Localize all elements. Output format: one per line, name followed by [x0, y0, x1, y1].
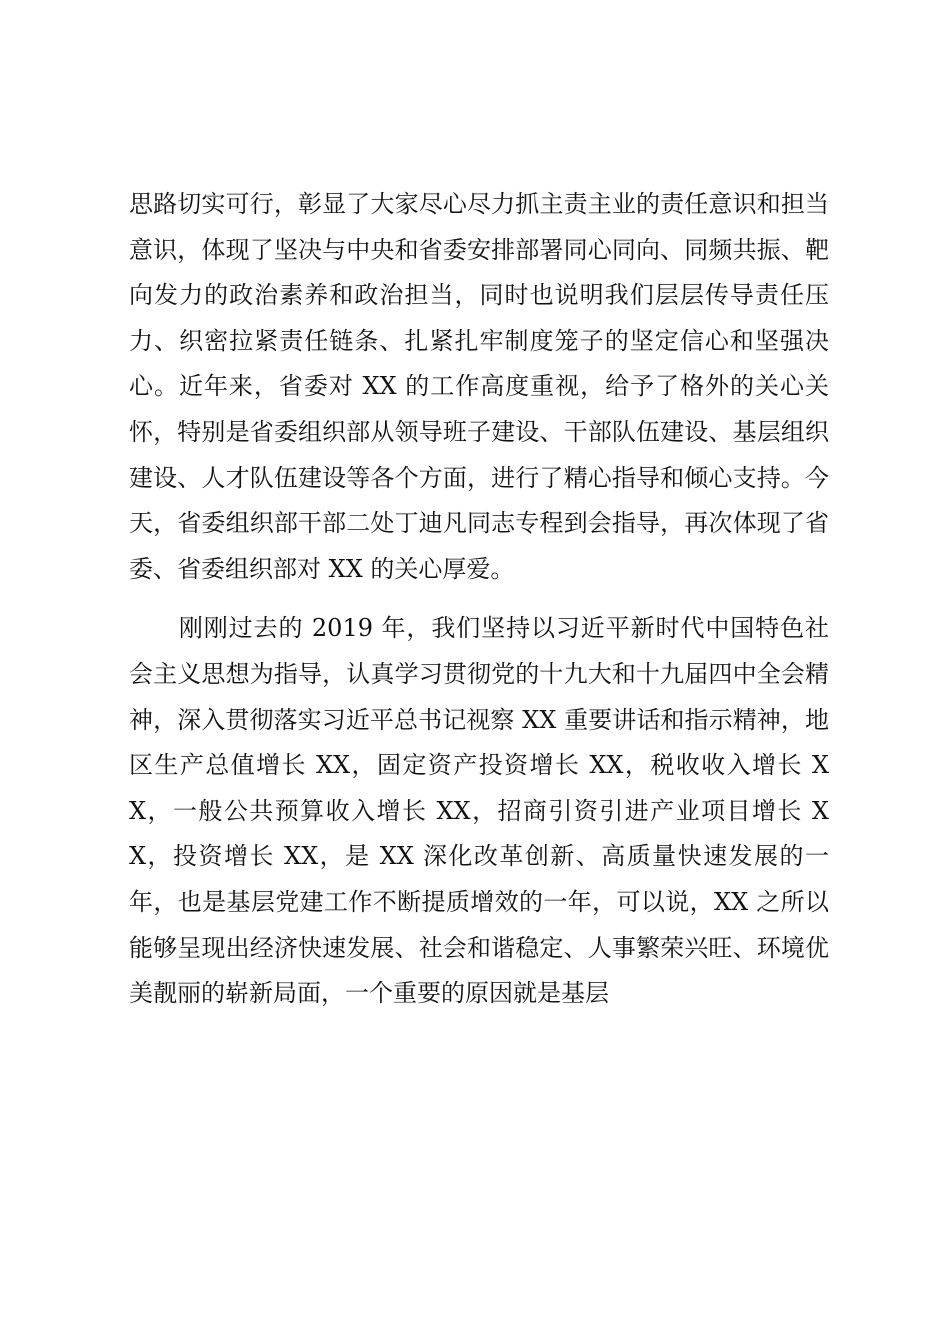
paragraph-spacer: [129, 592, 829, 606]
document-body: [129, 182, 829, 1017]
paragraph-1: 思路切实可行，彰显了大家尽心尽力抓主责主业的责任意识和担当意识，体现了坚决与中央和省委安排部署同心同向、同频共振、靶向发力的政治素养和政治担当，同时也说明我们层层传导责任压力、织密拉紧责任链条、扎紧扎牢制度笼子的坚定信心和坚强决心。近年来，省委对 XX 的工作高度重视，给予了格外的关心关怀，特别是省委组织部从领导班子建设、干部队伍建设、基层组织建设、人才队伍建设等各个方面，进行了精心指导和倾心支持。今天，省委组织部干部二处丁迪凡同志专程到会指导，再次体现了省委、省委组织部对 XX 的关心厚爱。: [129, 190, 829, 583]
paragraph-2: 刚刚过去的 2019 年，我们坚持以习近平新时代中国特色社会主义思想为指导，认真学习贯彻党的十九大和十九届四中全会精神，深入贯彻落实习近平总书记视察 XX 重要讲话和指示精神，地区生产总值增长 XX，固定资产投资增长 XX，税收收入增长 XX，一般公共预算收入增长 XX，招商引资引进产业项目增长 XX，投资增长 XX，是 XX 深化改革创新、高质量快速发展的一年，也是基层党建工作不断提质增效的一年，可以说，XX 之所以能够呈现出经济快速发展、社会和谐稳定、人事繁荣兴旺、环境优美靓丽的崭新局面，一个重要的原因就是基层: [129, 614, 829, 1008]
